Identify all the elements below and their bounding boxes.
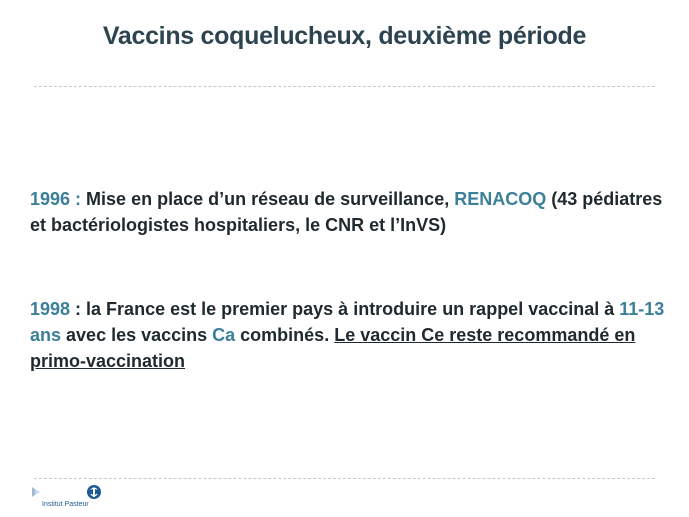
- underlined-recommendation: Le vaccin Ce reste recommandé en primo-vaccination: [30, 325, 636, 371]
- paragraph-1996-text-a: Mise en place d’un réseau de surveillance,: [81, 189, 455, 209]
- paragraph-1996-text-b: (43 pédiatres et bactériologistes hospitaliers, le CNR et l’InVS): [30, 189, 663, 235]
- paragraph-1998-colon: :: [70, 299, 82, 319]
- bottom-divider: [34, 478, 655, 479]
- paragraph-1998: [30, 296, 670, 374]
- logo-label: Institut Pasteur: [42, 501, 89, 508]
- slide-title: Vaccins coquelucheux, deuxième période: [102, 22, 587, 50]
- age-range-highlight: 11-13 ans: [30, 299, 665, 345]
- top-divider: [34, 86, 655, 87]
- paragraph-1996: [30, 186, 670, 238]
- paragraph-1998-text-b: avec les vaccins: [61, 325, 213, 345]
- paragraph-1998-text-a: la France est le premier pays à introduire un rappel vaccinal à: [81, 299, 620, 319]
- year-1996: 1996 :: [30, 189, 82, 209]
- vaccine-ca-highlight: Ca: [212, 325, 236, 345]
- institut-pasteur-logo: [30, 484, 120, 512]
- year-1998: 1998: [30, 299, 71, 319]
- renacoq-highlight: RENACOQ: [454, 189, 547, 209]
- paragraph-1998-text-c: combinés.: [235, 325, 335, 345]
